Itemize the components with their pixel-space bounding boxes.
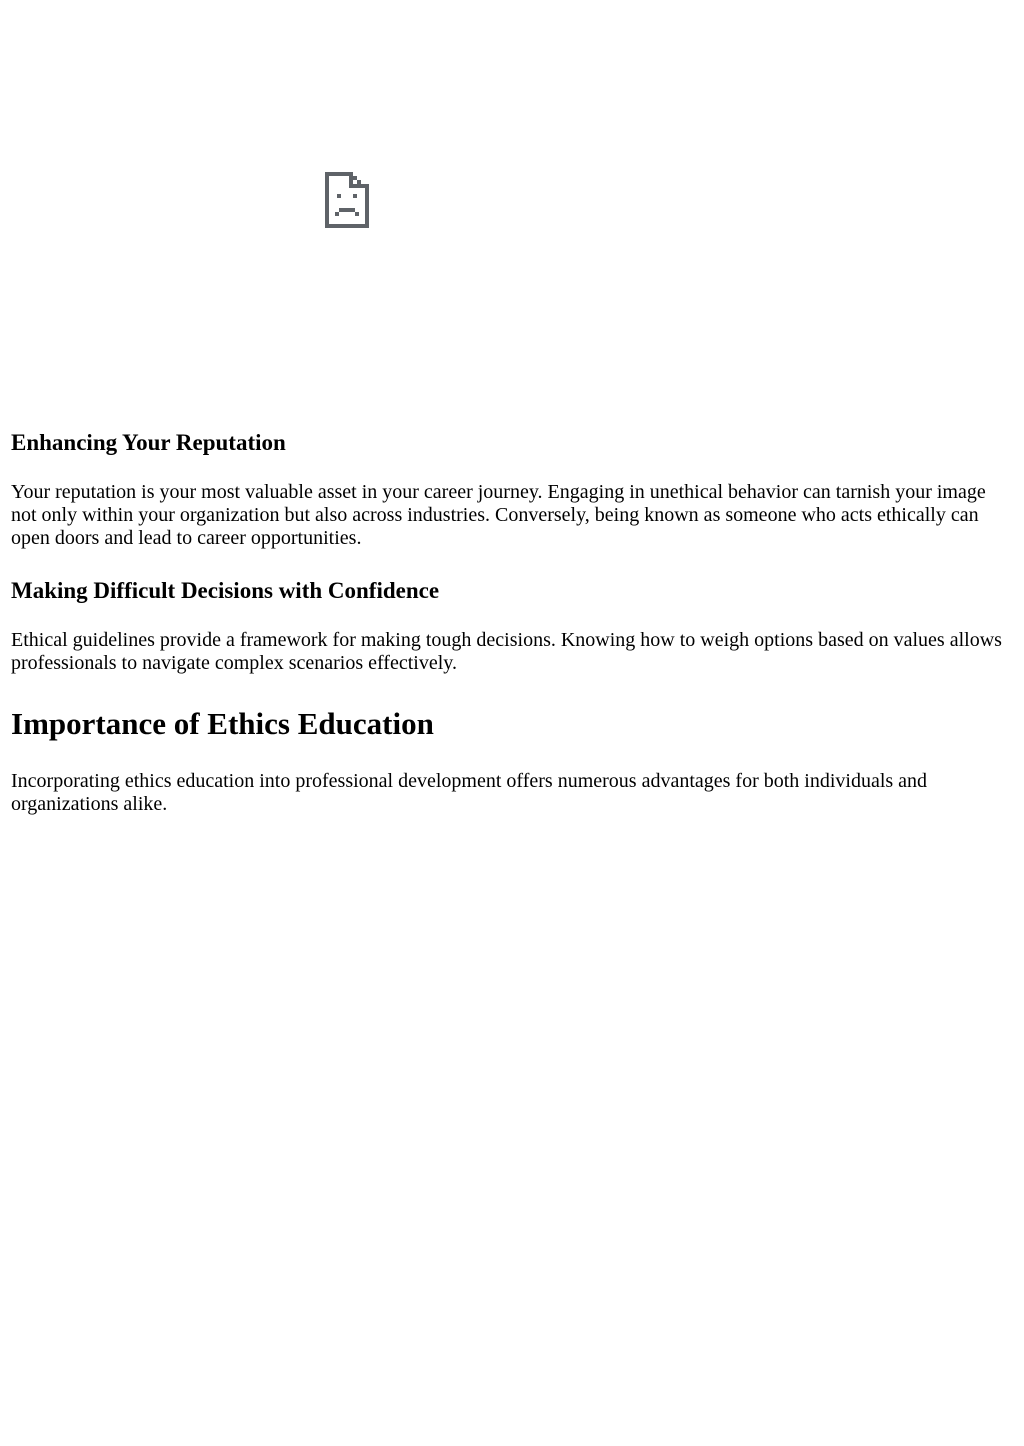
section-heading-decisions: Making Difficult Decisions with Confidence <box>11 578 440 603</box>
section-heading-reputation: Enhancing Your Reputation <box>11 430 286 455</box>
section-paragraph-ethics-education: Incorporating ethics education into professional development offers numerous advantages for both individuals and organizations alike. <box>11 770 928 815</box>
broken-image-icon <box>325 172 369 228</box>
section-heading-ethics-education: Importance of Ethics Education <box>11 706 434 741</box>
article-content <box>11 428 1011 816</box>
section-paragraph-reputation: Your reputation is your most valuable asset in your career journey. Engaging in unethical behavior can tarnish your image not only within your organization but also across industries. Conversely, being known as someone who acts ethically can open doors and lead to career opportunities. <box>11 481 986 549</box>
section-paragraph-decisions: Ethical guidelines provide a framework for making tough decisions. Knowing how to weigh options based on values allows professionals to navigate complex scenarios effectively. <box>11 629 1002 674</box>
broken-image <box>11 10 681 410</box>
